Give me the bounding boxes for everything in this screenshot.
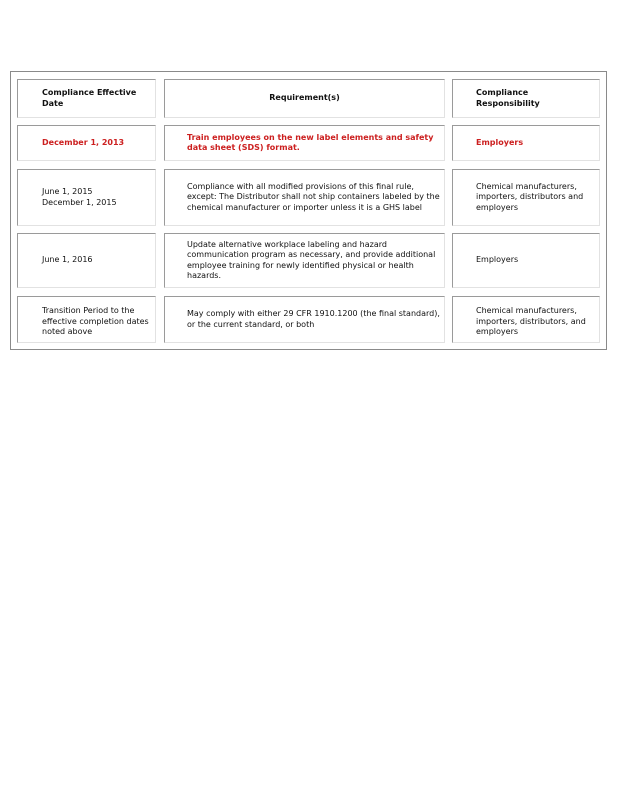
table-row-2-requirement: Compliance with all modified provisions of this final rule, except: The Distributor shall not ship containers labeled by the chemical manufacturer or importer unless it is a GHS label	[164, 169, 445, 226]
table-row-1-date: December 1, 2013	[17, 125, 156, 161]
table-row-4-date: Transition Period to the effective completion dates noted above	[17, 296, 156, 343]
table-row-1-responsibility: Employers	[452, 125, 600, 161]
table-row-2-responsibility: Chemical manufacturers, importers, distributors and employers	[452, 169, 600, 226]
header-effective-date: Compliance Effective Date	[17, 79, 156, 118]
table-row-3-date: June 1, 2016	[17, 233, 156, 288]
table-row-4-requirement: May comply with either 29 CFR 1910.1200 (the final standard), or the current standard, or both	[164, 296, 445, 343]
table-row-3-requirement: Update alternative workplace labeling and hazard communication program as necessary, and provide additional employee training for newly identified physical or health hazards.	[164, 233, 445, 288]
table-row-4-responsibility: Chemical manufacturers, importers, distributors, and employers	[452, 296, 600, 343]
table-row-2-date: June 1, 2015 December 1, 2015	[17, 169, 156, 226]
table-row-3-responsibility: Employers	[452, 233, 600, 288]
header-requirements: Requirement(s)	[164, 79, 445, 118]
table-row-1-requirement: Train employees on the new label elements and safety data sheet (SDS) format.	[164, 125, 445, 161]
header-responsibility: Compliance Responsibility	[452, 79, 600, 118]
